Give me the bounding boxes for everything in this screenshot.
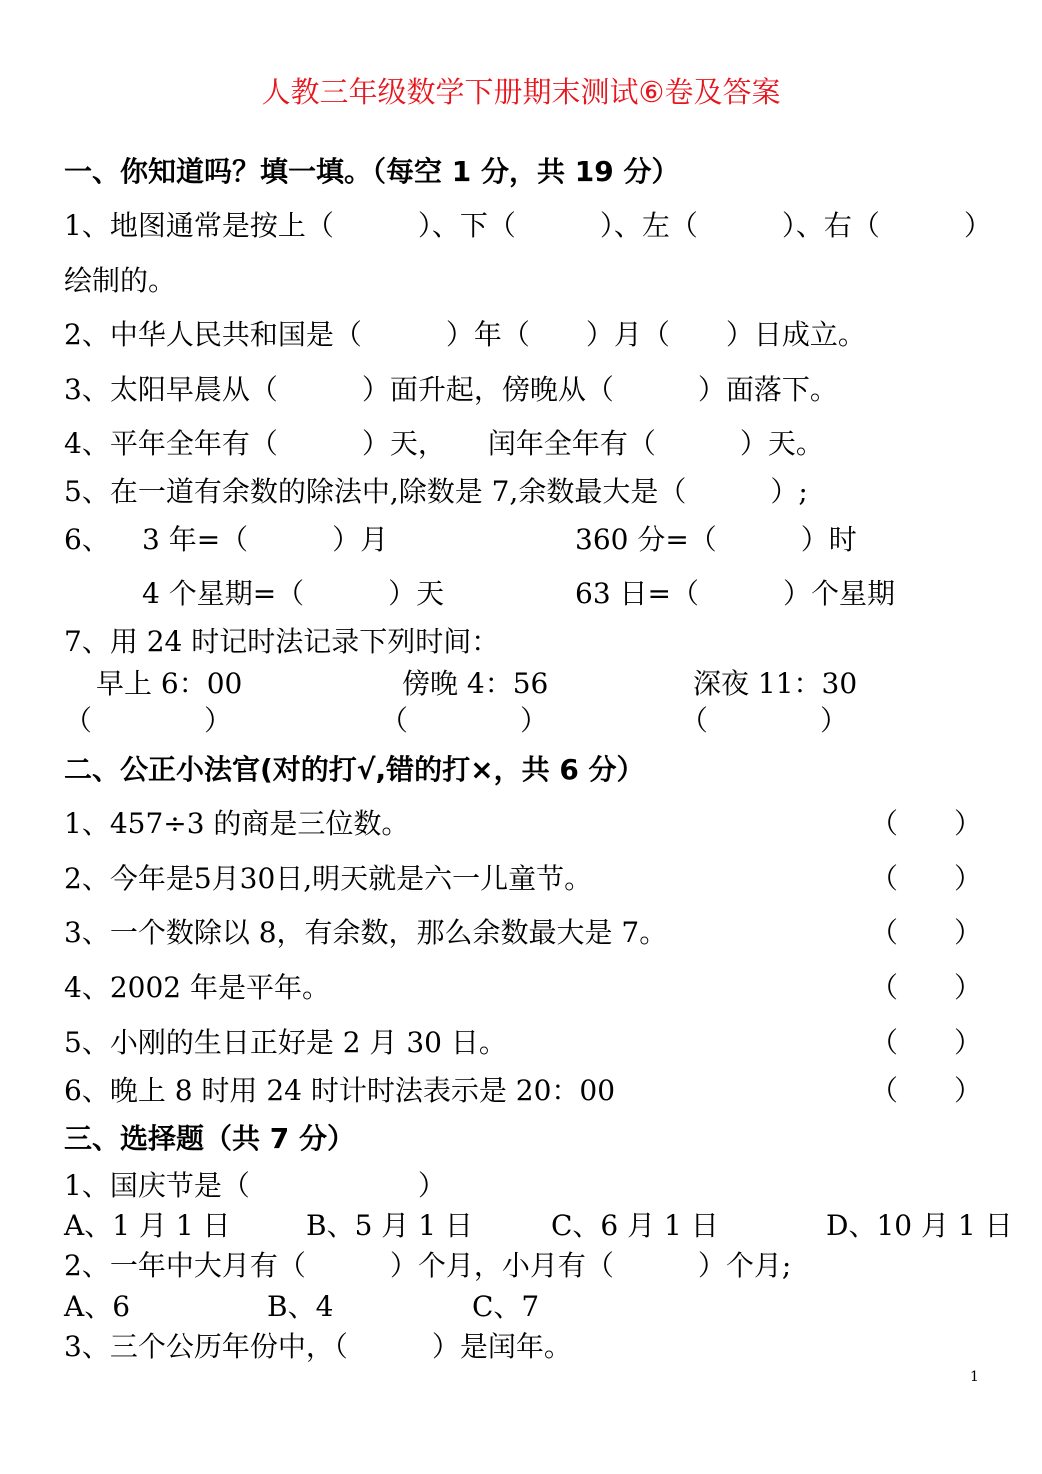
s3-q2-option-b: B、4 (267, 1290, 334, 1323)
s1-q7-time-1: 早上 6：00 (96, 667, 243, 700)
document-title: 人教三年级数学下册期末测试⑥卷及答案 (261, 75, 781, 109)
s1-q2: 2、中华人民共和国是（ ）年（ ）月（ ）日成立。 (64, 318, 866, 351)
s2-item-2: 2、今年是5月30日,明天就是六一儿童节。 (64, 862, 593, 895)
s1-q6-label: 6、 (64, 523, 110, 556)
s1-q7-time-2: 傍晚 4：56 (402, 667, 549, 700)
s1-q3: 3、太阳早晨从（ ）面升起，傍晚从（ ）面落下。 (64, 373, 838, 406)
s1-q6-weeks: 4 个星期=（ ）天 (142, 577, 445, 610)
section-1-heading: 一、你知道吗？填一填。（每空 1 分，共 19 分） (64, 155, 680, 188)
s3-q1-option-a: A、1 月 1 日 (64, 1209, 231, 1242)
s1-q6-minutes: 360 分=（ ）时 (575, 523, 857, 556)
page-number: 1 (970, 1369, 979, 1385)
s2-answer-blank-3: （ ） (870, 916, 983, 949)
section-2-heading: 二、公正小法官(对的打√,错的打×，共 6 分） (64, 753, 645, 786)
s2-answer-blank-6: （ ） (870, 1074, 983, 1107)
s2-item-3: 3、一个数除以 8，有余数，那么余数最大是 7。 (64, 916, 668, 949)
s2-answer-blank-5: （ ） (870, 1026, 983, 1059)
s2-item-6: 6、晚上 8 时用 24 时计时法表示是 20：00 (64, 1074, 616, 1107)
s1-q1-line2: 绘制的。 (64, 264, 177, 297)
s2-item-1: 1、457÷3 的商是三位数。 (64, 807, 410, 840)
s2-answer-blank-2: （ ） (870, 862, 983, 895)
s3-q3: 3、三个公历年份中，（ ）是闰年。 (64, 1330, 572, 1363)
s1-q1-line1: 1、地图通常是按上（ ）、下（ ）、左（ ）、右（ ） (64, 209, 992, 242)
s3-q2-option-a: A、6 (64, 1290, 131, 1323)
s1-q7: 7、用 24 时记时法记录下列时间： (64, 625, 500, 658)
s1-q7-time-3: 深夜 11：30 (693, 667, 858, 700)
s1-q7-blank-3: （ ） (680, 704, 849, 737)
s2-answer-blank-1: （ ） (870, 807, 983, 840)
s1-q7-blank-1: （ ） (64, 704, 233, 737)
s3-q2: 2、一年中大月有（ ）个月，小月有（ ）个月; (64, 1249, 792, 1282)
s3-q1-option-b: B、5 月 1 日 (306, 1209, 473, 1242)
s1-q6-years: 3 年=（ ）月 (142, 523, 389, 556)
s1-q5: 5、在一道有余数的除法中,除数是 7,余数最大是（ ）; (64, 475, 808, 508)
section-3-heading: 三、选择题（共 7 分） (64, 1122, 355, 1155)
s3-q1-option-c: C、6 月 1 日 (551, 1209, 719, 1242)
s1-q7-blank-2: （ ） (380, 704, 549, 737)
s2-item-5: 5、小刚的生日正好是 2 月 30 日。 (64, 1026, 507, 1059)
s2-item-4: 4、2002 年是平年。 (64, 971, 330, 1004)
s3-q2-option-c: C、7 (472, 1290, 540, 1323)
s1-q4: 4、平年全年有（ ）天， 闰年全年有（ ）天。 (64, 427, 824, 460)
s2-answer-blank-4: （ ） (870, 971, 983, 1004)
s3-q1-option-d: D、10 月 1 日 (826, 1209, 1013, 1242)
s3-q1: 1、国庆节是（ ） (64, 1169, 446, 1202)
s1-q6-days: 63 日=（ ）个星期 (575, 577, 895, 610)
